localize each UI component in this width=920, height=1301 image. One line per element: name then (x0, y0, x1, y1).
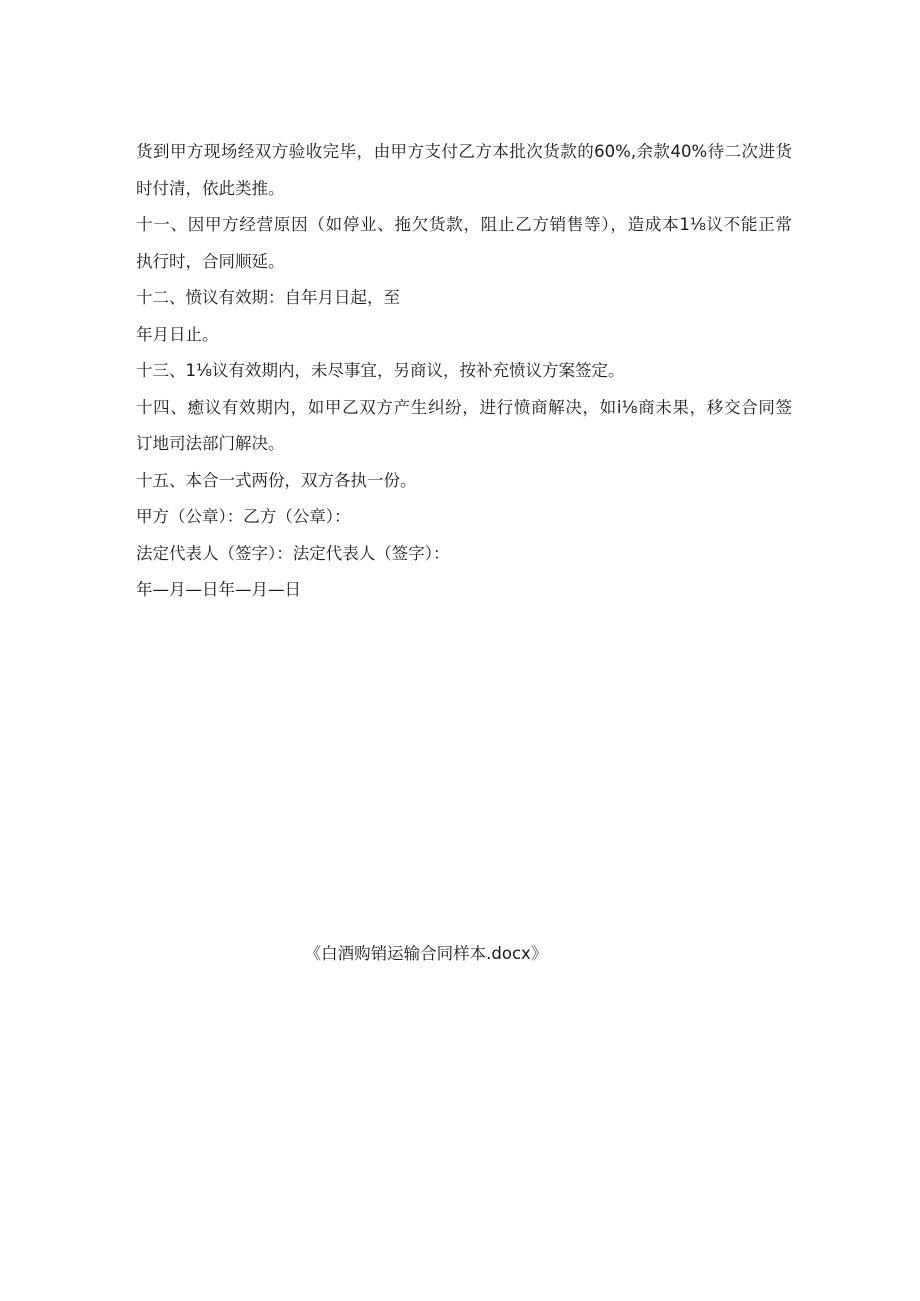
text-line: 执行时，合同顺延。 (136, 251, 285, 271)
clause-13-line: 十三、1⅛议有效期内，未尽事宜，另商议，按补充愤议方案签定。 (136, 361, 625, 380)
clause-14-line: 十四、癒议有效期内，如甲乙双方产生纠纷，进行愤商解决，如i⅛商未果，移交合同签 (136, 397, 792, 417)
clause-11-line: 十一、因甲方经营原因（如停业、拖欠货款，阻止乙方销售等），造成本1⅛议不能正常 (136, 215, 792, 234)
text-line: 订地司法部门解决。 (136, 434, 285, 453)
text-line: 年月日止。 (136, 324, 219, 344)
footer-filename: 《白酒购销运输合同样本.docx》 (304, 944, 548, 963)
date-line: 年—月—日年—月—日 (136, 580, 301, 599)
text-line: 时付清，依此类推。 (136, 178, 285, 198)
signature-line: 法定代表人（签字）：法定代表人（签字）： (136, 543, 450, 563)
text-line: 货到甲方现场经双方验收完毕，由甲方支付乙方本批次货款的60%,余款40%待二次进货 (136, 142, 792, 161)
seal-line: 甲方（公章）：乙方（公章）： (136, 507, 351, 526)
clause-12-line: 十二、愤议有效期：自年月日起，至 (136, 288, 400, 307)
contract-body (136, 134, 792, 609)
clause-15-line: 十五、本合一式两份，双方各执一份。 (136, 470, 417, 490)
